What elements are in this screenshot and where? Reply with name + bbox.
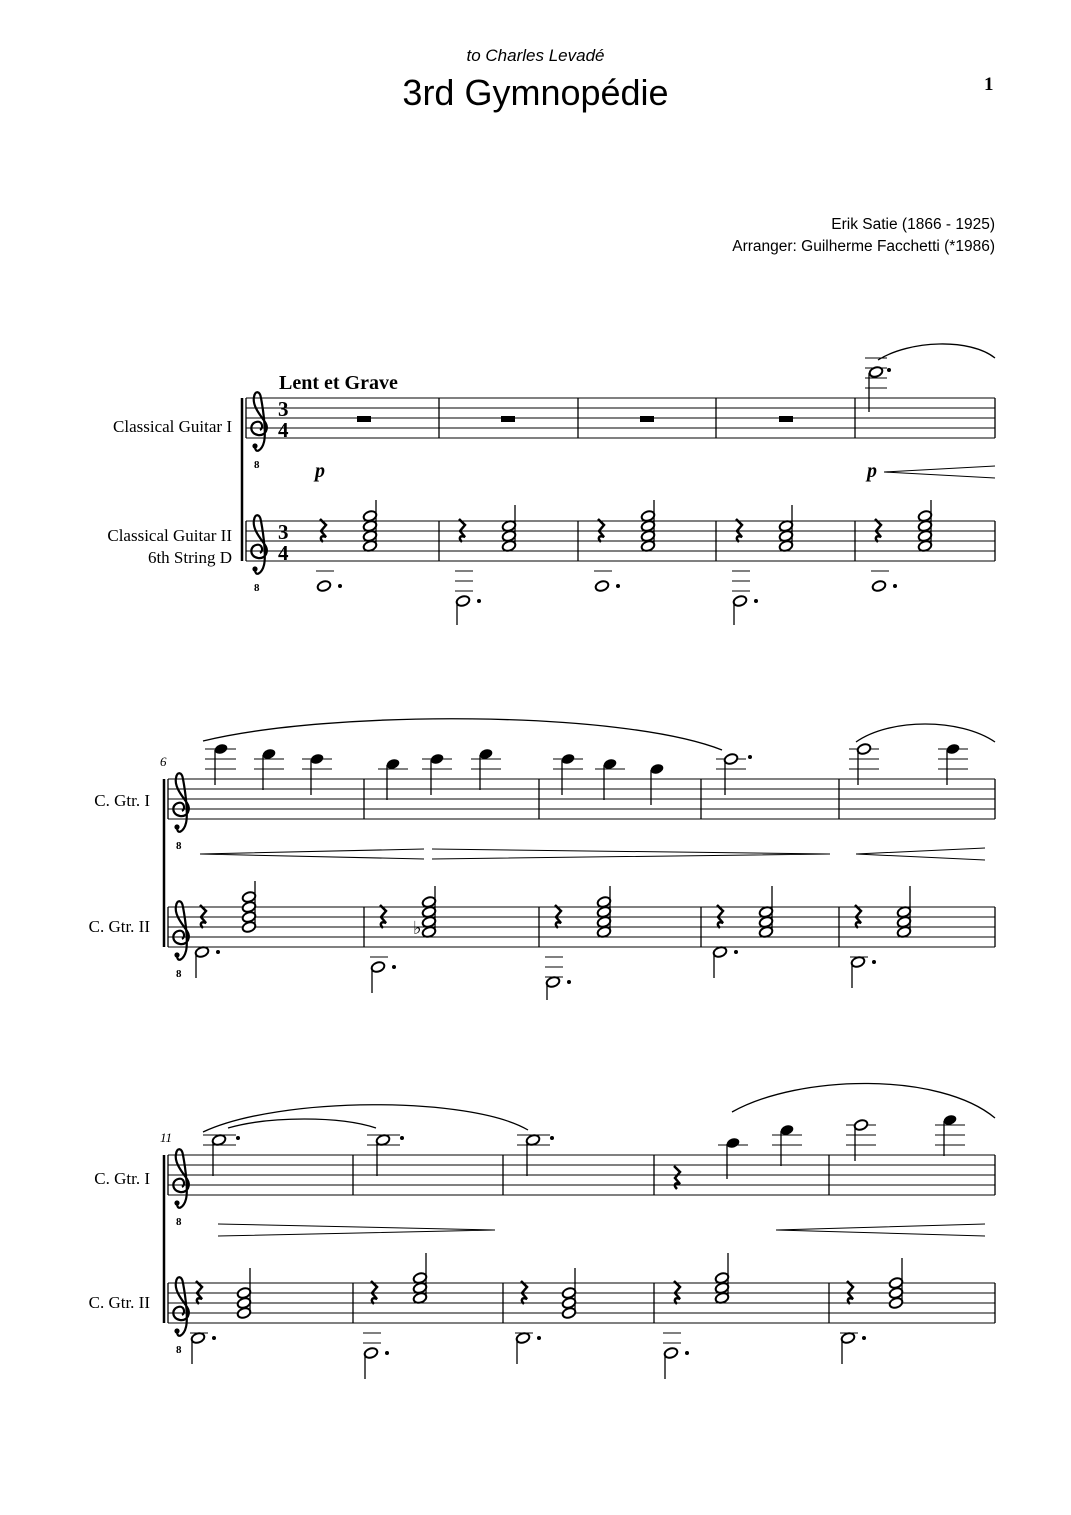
dynamic-piano: p — [867, 460, 877, 482]
guitar2-system1-notes — [316, 500, 933, 625]
measure-number: 6 — [160, 754, 167, 769]
octave-mark: 8 — [176, 1216, 182, 1228]
dedication: to Charles Levadé — [466, 46, 605, 65]
dynamic-piano: p — [315, 460, 325, 482]
system-3 — [89, 1083, 995, 1379]
tempo-marking: Lent et Grave — [279, 372, 398, 394]
octave-mark: 8 — [176, 1344, 182, 1356]
time-signature-denominator: 4 — [278, 418, 289, 442]
system-1 — [107, 344, 995, 594]
piece-title: 3rd Gymnopédie — [402, 72, 669, 113]
time-signature-numerator: 3 — [278, 397, 289, 421]
octave-mark: 8 — [254, 459, 260, 471]
instrument-short-name-guitar-1: C. Gtr. I — [94, 1169, 150, 1188]
page-number: 1 — [984, 74, 994, 95]
time-signature-denominator: 4 — [278, 541, 289, 565]
octave-mark: 8 — [176, 840, 182, 852]
flat-accidental: ♭ — [413, 918, 422, 938]
system-2 — [89, 719, 995, 1000]
instrument-short-name-guitar-2: C. Gtr. II — [88, 1293, 150, 1312]
octave-mark: 8 — [254, 582, 260, 594]
time-signature-numerator: 3 — [278, 520, 289, 544]
arranger: Arranger: Guilherme Facchetti (*1986) — [732, 238, 995, 255]
composer: Erik Satie (1866 - 1925) — [831, 216, 995, 233]
instrument-short-name-guitar-2: C. Gtr. II — [88, 917, 150, 936]
measure-number: 11 — [160, 1130, 173, 1145]
instrument-name-guitar-2: Classical Guitar II — [107, 526, 232, 545]
octave-mark: 8 — [176, 968, 182, 980]
instrument-name-guitar-1: Classical Guitar I — [113, 417, 232, 436]
instrument-short-name-guitar-1: C. Gtr. I — [94, 791, 150, 810]
instrument-subname-guitar-2: 6th String D — [147, 548, 232, 567]
